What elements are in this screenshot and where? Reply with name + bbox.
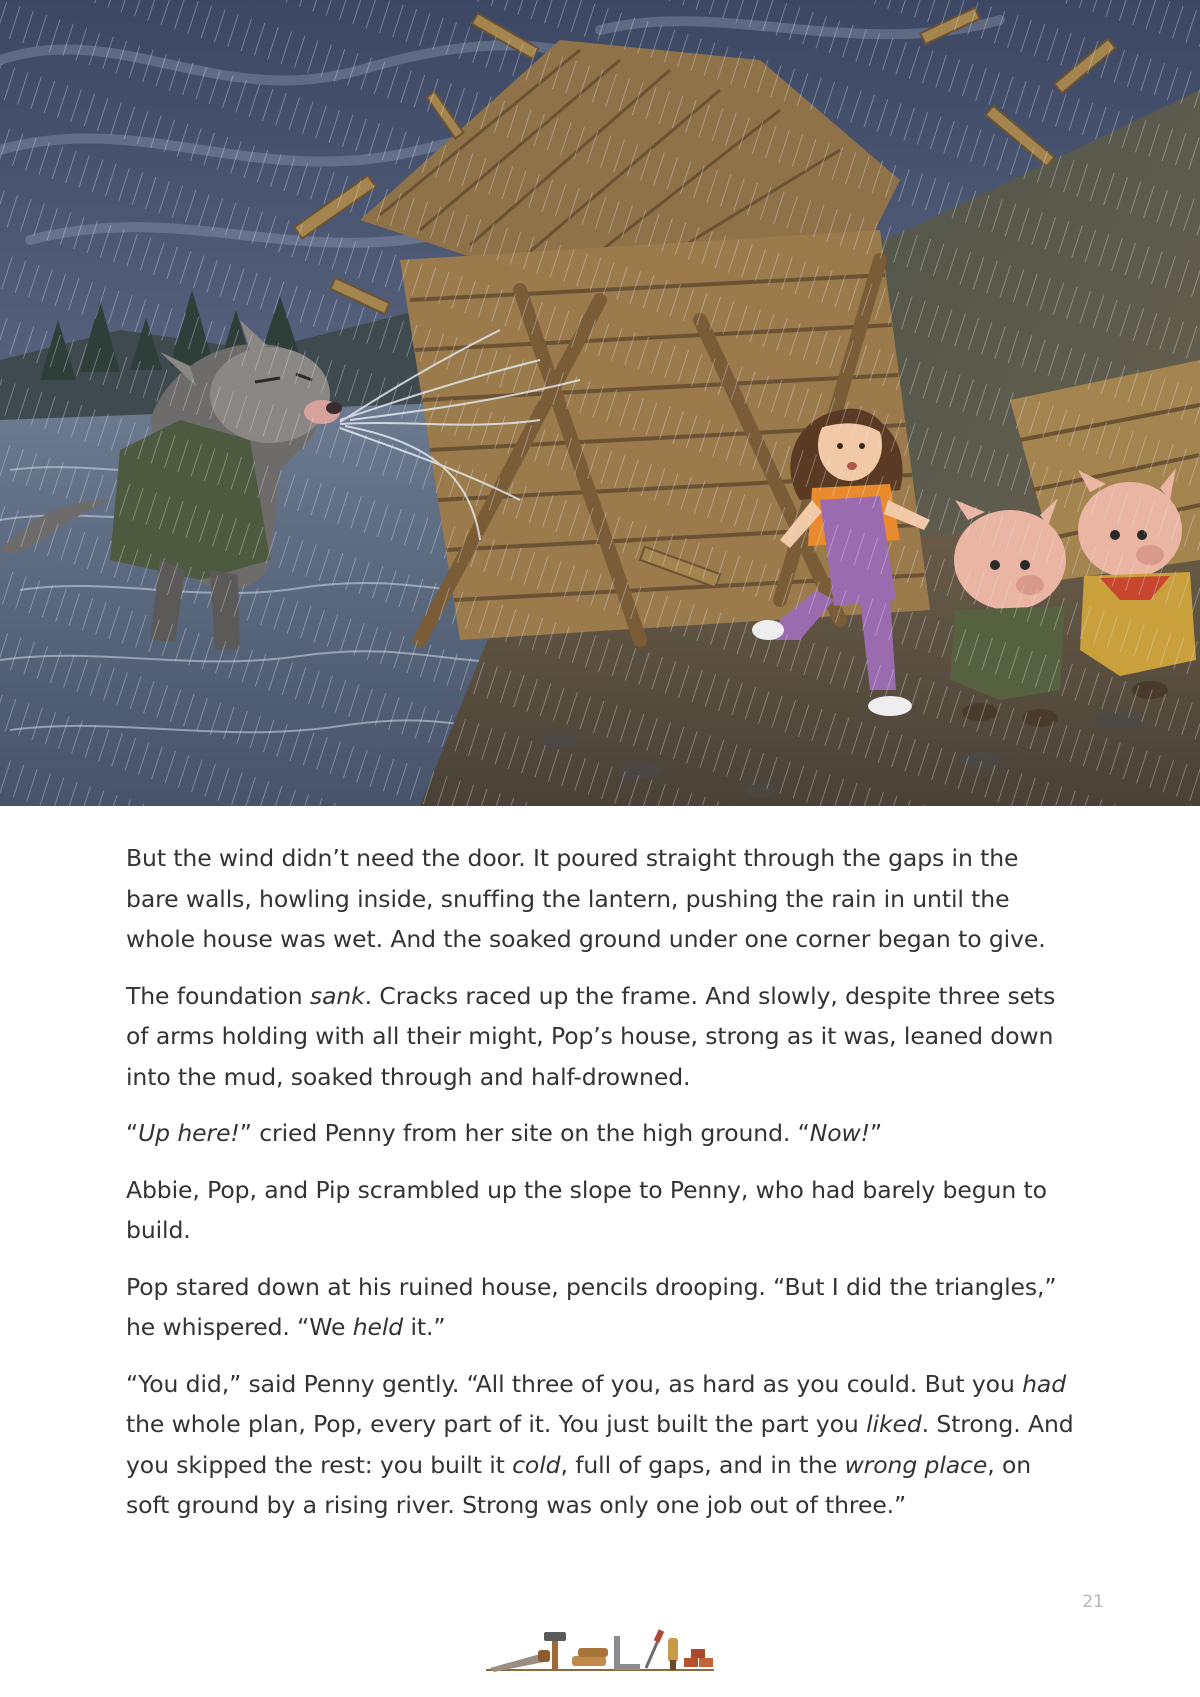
emphasis-text: held (352, 1313, 404, 1341)
paragraph-text: Pop stared down at his ruined house, pencils drooping. “But I did the triangles,” he whispered. “We (126, 1272, 1057, 1341)
paragraph-text: , on soft ground by a rising river. Strong was only one job out of three.” (126, 1450, 1032, 1519)
emphasis-text: Up here! (138, 1119, 240, 1147)
emphasis-text: liked (866, 1410, 922, 1438)
tools-ornament-icon (480, 1624, 720, 1680)
emphasis-text: wrong place (844, 1450, 988, 1479)
emphasis-text: Now! (809, 1119, 870, 1147)
story-paragraph (126, 1113, 1076, 1154)
storm-illustration (0, 0, 1200, 806)
emphasis-text: sank (309, 981, 365, 1010)
paragraph-text: “ (126, 1119, 139, 1147)
story-paragraph (126, 1364, 1076, 1526)
paragraph-text: the whole plan, Pop, every part of it. You just built the part you (126, 1410, 867, 1438)
paragraph-text: . Cracks raced up the frame. And slowly, despite three sets of arms holding with all their might, Pop’s house, strong as it was, leaned down into the mud, soaked through and half-drowned. (126, 981, 1056, 1091)
story-paragraph (126, 1267, 1076, 1348)
emphasis-text: had (1022, 1369, 1067, 1398)
story-paragraph (126, 976, 1076, 1098)
story-paragraph (126, 1170, 1076, 1251)
page-number: 21 (1082, 1592, 1104, 1612)
paragraph-text: ” cried Penny from her site on the high ground. “ (239, 1119, 810, 1147)
paragraph-text: . Strong. And you skipped the rest: you built it (126, 1410, 1074, 1479)
story-paragraph (126, 838, 1076, 960)
story-text (126, 838, 1076, 1542)
paragraph-text: it.” (403, 1313, 446, 1341)
paragraph-text: Abbie, Pop, and Pip scrambled up the slope to Penny, who had barely begun to build. (126, 1175, 1047, 1244)
storm-collapsing-house-illustration (0, 0, 1200, 806)
paragraph-text: , full of gaps, and in the (560, 1450, 845, 1479)
paragraph-text: The foundation (126, 981, 310, 1010)
carpentry-tools-ornament (480, 1624, 720, 1680)
paragraph-text: “You did,” said Penny gently. “All three of you, as hard as you could. But you (126, 1369, 1023, 1398)
paragraph-text: But the wind didn’t need the door. It poured straight through the gaps in the bare walls, howling inside, snuffing the lantern, pushing the rain in until the whole house was wet. And the soaked ground under one corner began to give. (126, 844, 1046, 953)
paragraph-text: ” (869, 1119, 883, 1147)
emphasis-text: cold (512, 1450, 561, 1479)
